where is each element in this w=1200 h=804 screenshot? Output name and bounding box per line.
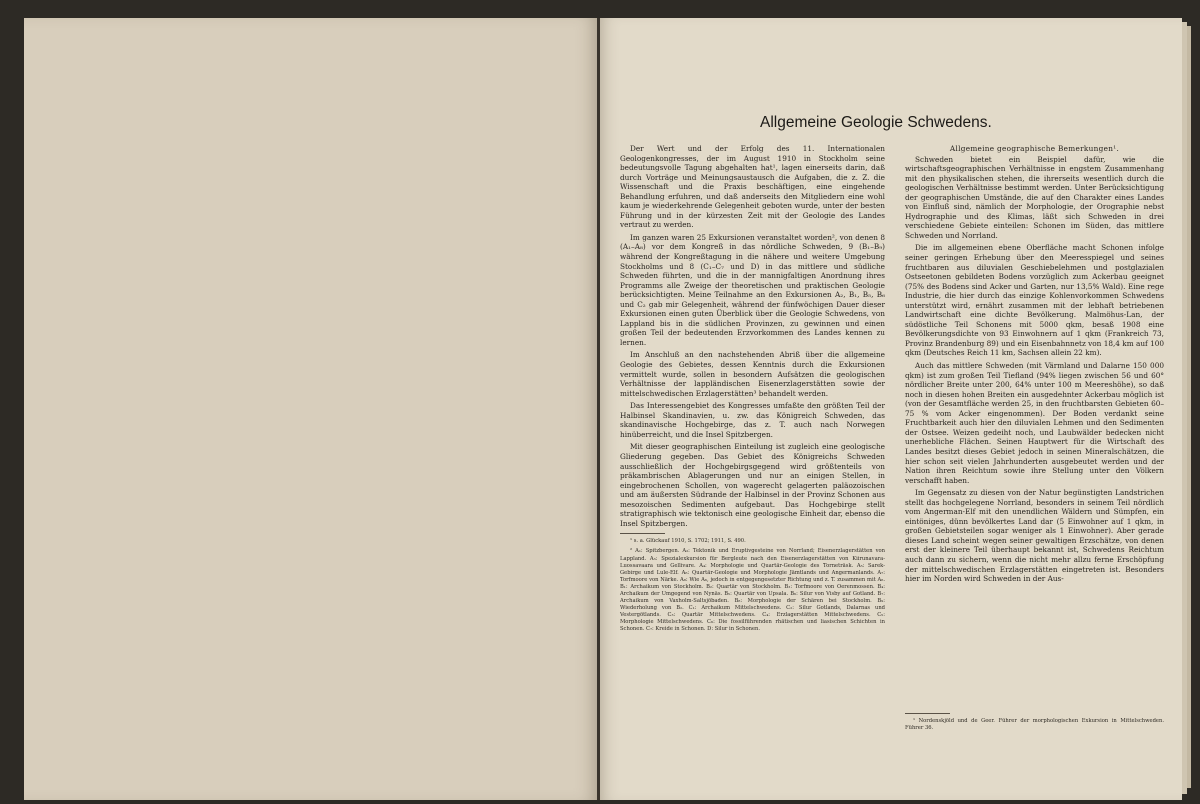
paragraph: Mit dieser geographischen Einteilung ist zugleich eine geologische Gliederung gegeben. Das Gebiet des Königreichs Schweden ausschließlich der Hochgebirgsgegend wird größtenteils von präkambrischen Ablagerungen und nur an einigen Stellen, in eingebrochenen Schollen, von wagerecht gelagerten paläozoischen und am äußersten Südrande der Halbinsel in der Provinz Schonen aus mesozoischen Sedimenten aufgebaut. Das Hochgebirge stellt stratigraphisch wie tektonisch eine geologische Einheit dar, ebenso die Insel Spitzbergen. [620, 442, 885, 528]
text-page [600, 18, 1182, 800]
paragraph: Auch das mittlere Schweden (mit Värmland und Dalarne 150 000 qkm) ist zum großen Teil Tiefland (94% liegen zwischen 56 und 60° nördlicher Breite unter 200, 64% unter 100 m Meereshöhe), so daß noch in diesen hohen Breiten ein ausgedehnter Ackerbau möglich ist (von der Gesamtfläche werden 25, in den fruchtbarsten Gebieten 60–75 % vom Acker eingenommen). Der Boden verdankt seine Fruchtbarkeit auch hier den diluvialen Lehmen und den Sedimenten der Ostsee. Weizen gedeiht noch, und Laubwälder bedecken nicht unerhebliche Flächen. Seinen Hauptwert für die Wirtschaft des Landes besitzt dieses Gebiet jedoch in seinen Mineralschätzen, die hier schon seit vielen Jahrhunderten ausgebeutet werden und der Nation ihren Reichtum sowie ihre Stellung unter den Völkern verschafft haben. [905, 361, 1164, 485]
paragraph: Die im allgemeinen ebene Oberfläche macht Schonen infolge seiner geringen Erhebung über den Meeresspiegel und seines fruchtbaren aus diluvialen Geschiebelehmen und postglazialen Ostseetonen gebildeten Bodens vorzüglich zum Ackerbau geeignet (75% des Bodens sind Acker und Garten, nur 13,5% Wald). Eine rege Industrie, die hier durch das einzige Kohlenvorkommen Schwedens unterstützt wird, ernährt zusammen mit der lebhaft betriebenen Landwirtschaft eine dichte Bevölkerung. Malmöhus-Lan, der südöstliche Teil Schonens mit 5000 qkm, besaß 1908 eine Bevölkerungsdichte von 93 Einwohnern auf 1 qkm (Frankreich 73, Provinz Brandenburg 89) und ein Eisenbahnnetz von 18,4 km auf 100 qkm (Deutsches Reich 11 km, Sachsen allein 22 km). [905, 243, 1164, 358]
footnote: ² A₁: Spitzbergen. A₂: Tektonik und Eruptivgesteine von Norrland; Eisenerzlagerstätten von Lappland. A₃: Spezialexkursion für Bergleute nach den Eisenerzlagerstätten von Kiirunavara-Luossavaara und Gellivare. A₄: Morphologie und Quartär-Geologie des Torneträsk. A₅: Sarek-Gebirge und Lule-Elf. A₆: Quartär-Geologie und Morphologie Jämtlands und Angermanlands. A₇: Torfmoore von Närke. A₈: Wie A₆, jedoch in entgegengesetzter Richtung und z. T. zusammen mit A₆. B₁: Archaikum von Stockholm. B₂: Quartär von Stockholm. B₃: Torfmoore von Oerenmossen. B₄: Archaikum der Umgegend von Nynäs. B₅: Quartär von Upsala. B₆: Silur von Visby auf Gotland. B₇: Archaikum von Vaxholm-Saltsjöbaden. B₈: Morphologie der Schären bei Stockholm. B₉: Wiederholung von B₂. C₁: Archaikum Mittelschwedens. C₂: Silur Gotlands, Dalarnas und Vestergötlands. C₃: Quartär Mittelschwedens. C₄: Erzlagerstätten Mittelschwedens. C₅: Morphologie Mittelschwedens. C₆: Die fossilführenden rhätischen und liasischen Schichten in Schonen. C₇: Kreide in Schonen. D: Silur in Schonen. [620, 548, 885, 633]
section-subheading: Allgemeine geographische Bemerkungen¹. [949, 144, 1120, 153]
footnote: ¹ s. a. Glückauf 1910, S. 1702; 1911, S. 490. [630, 538, 746, 545]
right-footnote-block [905, 708, 1164, 732]
footnote-rule [905, 713, 950, 714]
footnote-rule [620, 533, 665, 534]
page-title: Allgemeine Geologie Schwedens. [760, 114, 992, 131]
blank-left-page [24, 18, 599, 800]
paragraph: Schweden bietet ein Beispiel dafür, wie die wirtschaftsgeographischen Verhältnisse in engstem Zusammenhang mit den physikalischen stehen, die ihrerseits wesentlich durch die geologischen Verhältnisse bestimmt werden. Unter Berücksichtigung der geographischen Umstände, die auf den Charakter eines Landes von Einfluß sind, nämlich der Morphologie, der Orographie nebst Hydrographie und des Klimas, läßt sich Schweden in drei verschiedene Gebiete einteilen: Schonen im Süden, das mittlere Schweden und Norrland. [905, 154, 1164, 240]
footnote: ¹ Nordenskjöld und de Geer. Führer der morphologischen Exkursion in Mittelschweden. Führer 36. [905, 718, 1164, 732]
paragraph: Der Wert und der Erfolg des 11. Internationalen Geologenkongresses, der im August 1910 in Stockholm seine bedeutungsvolle Tagung abgehalten hat¹, lagen einerseits darin, daß durch Vorträge und Meinungsaustausch die Aufgaben, die z. Z. die Wissenschaft und die Praxis beschäftigen, eine eingehende Behandlung erfuhren, und daß anderseits den Mitgliedern eine wohl kaum je wiederkehrende Gelegenheit geboten wurde, unter der besten Führung und in der kürzesten Zeit mit der Geologie des Landes vertraut zu werden. [620, 144, 885, 230]
paragraph: Das Interessengebiet des Kongresses umfaßte den größten Teil der Halbinsel Skandinavien, u. zw. das Königreich Schweden, das skandinavische Hochgebirge, das z. T. auch nach Norwegen hinüberreicht, und die Insel Spitzbergen. [620, 401, 885, 439]
page-stack-edge [1187, 26, 1191, 788]
paragraph: Im Gegensatz zu diesen von der Natur begünstigten Landstrichen stellt das hochgelegene Norrland, besonders in seinem Teil nördlich vom Angerman-Elf mit den unendlichen Wäldern und Sümpfen, ein eintöniges, dünn bevölkertes Land dar (5 Einwohner auf 1 qkm, in großen Gebietsteilen sogar weniger als 1 Einwohner). Aber gerade dieses Land scheint wegen seiner gewaltigen Erzschätze, von denen erst der kleinere Teil überhaupt bekannt ist, Schwedens Reichtum auch dann zu sichern, wenn die nicht mehr allzu ferne Erschöpfung der mittelschwedischen Erzlagerstätten eingetreten ist. Besonders hier im Norden wird Schweden in der Aus- [905, 488, 1164, 584]
left-text-column [620, 144, 885, 637]
right-text-column [905, 144, 1164, 587]
paragraph: Im Anschluß an den nachstehenden Abriß über die allgemeine Geologie des Gebietes, dessen Kenntnis durch die Exkursionen vermittelt wurde, sollen in besondern Aufsätzen die geologischen Verhältnisse der lappländischen Eisenerzlagerstätten sowie der mittelschwedischen Erzlagerstätten³ behandelt werden. [620, 350, 885, 398]
paragraph: Im ganzen waren 25 Exkursionen veranstaltet worden², von denen 8 (A₁–A₈) vor dem Kongreß in das nördliche Schweden, 9 (B₁–B₉) während der Kongreßtagung in die nähere und weitere Umgebung Stockholms und 8 (C₁–C₇ und D) in das mittlere und südliche Schweden führten, und die in der mannigfaltigen Anordnung ihres Programms alle Zweige der theoretischen und praktischen Geologie berücksichtigten. Meine Teilnahme an den Exkursionen A₂, B₁, B₅, B₆ und C₂ gab mir Gelegenheit, während der fünfwöchigen Dauer dieser Exkursionen einen guten Überblick über die Geologie Schwedens, von Lappland bis in die südlichen Provinzen, zu gewinnen und einen großen Teil der bedeutenden Erzvorkommen des Landes kennen zu lernen. [620, 232, 885, 347]
